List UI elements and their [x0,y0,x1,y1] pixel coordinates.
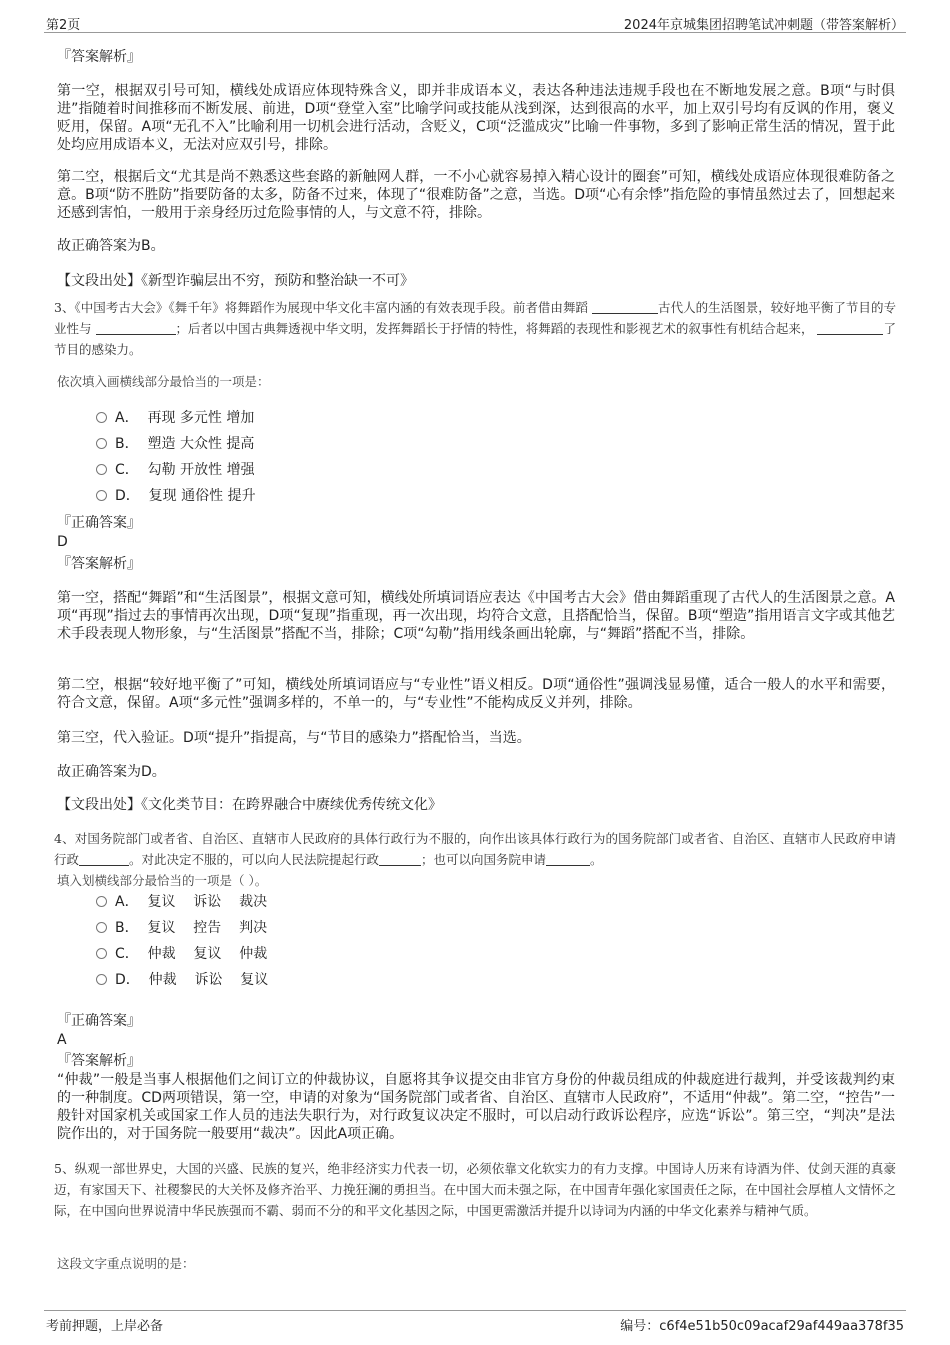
q3-correct-label: 『正确答案』 [57,515,141,531]
q4-stem-b: 。对此决定不服的，可以向人民法院提起行政 [129,852,380,867]
q4-option-a-label: A． 复议 诉讼 裁决 [115,894,268,910]
q4-stem [54,828,896,870]
q4-option-c-label: C． 仲裁 复议 仲裁 [115,946,268,962]
radio-icon[interactable] [96,948,107,959]
q3-option-a-label: A． 再现 多元性 增加 [115,410,255,426]
q3-analysis-p2: 第二空，根据“较好地平衡了”可知，横线处所填词语应与“专业性”语义相反。D项“通俗性”强调浅显易懂，适合一般人的水平和需要，符合文意，保留。A项“多元性”强调多样的，不单一的，与“专业性”不能构成反义并列，排除。 [57,677,895,711]
q3-stem-b: 古代人的生活图景，较好地平衡了节目的专业性与 [54,300,896,336]
q2-conclusion: 故正确答案为B。 [57,238,165,254]
q4-stem-a: 4、对国务院部门或者省、自治区、直辖市人民政府的具体行政行为不服的，向作出该具体行政行为的国务院部门或者省、自治区、直辖市人民政府申请行政 [54,831,896,867]
radio-icon[interactable] [96,412,107,423]
q5-stem: 5、纵观一部世界史，大国的兴盛、民族的复兴，绝非经济实力代表一切，必须依靠文化软实力的有力支撑。中国诗人历来有诗酒为伴、仗剑天涯的真豪迈，有家国天下、社稷黎民的大关怀及修齐治平、力挽狂澜的勇担当。在中国大而未强之际，在中国青年强化家国责任之际，在中国社会厚植人文情怀之际，在中国向世界说清中华民族强而不霸、弱而不分的和平文化基因之际，中国更需激活并提升以诗词为内涵的中华文化素养与精神气质。 [54,1161,896,1218]
q3-option-d[interactable] [96,486,256,506]
document-title: 2024年京城集团招聘笔试冲刺题（带答案解析） [623,18,904,33]
q3-blank-2 [96,322,176,335]
q4-analysis: “仲裁”一般是当事人根据他们之间订立的仲裁协议，自愿将其争议提交由非官方身份的仲裁员组成的仲裁庭进行裁判，并受该裁判约束的一种制度。CD两项错误，第一空，申请的对象为“国务院部门或者省、自治区、直辖市人民政府”，不适用“仲裁”。第二空，“控告”一般针对国家机关或国家工作人员的违法失职行为，对行政复议决定不服时，可以启动行政诉讼程序，应选“诉讼”。第三空，“判决”是法院作出的，对于国务院一般要用“裁决”。因此A项正确。 [57,1072,895,1142]
q4-stem-d: 。 [590,852,603,867]
radio-icon[interactable] [96,974,107,985]
q3-stem-c: ；后者以中国古典舞透视中华文明，发挥舞蹈长于抒情的特性，将舞蹈的表现性和影视艺术的叙事性有机结合起来， [175,321,814,336]
q2-analysis-p1: 第一空，根据双引号可知，横线处成语应体现特殊含义，即并非成语本义，表达各种违法违规手段也在不断地发展之意。B项“与时俱进”指随着时间推移而不断发展、前进，D项“登堂入室”比喻学问或技能从浅到深，达到很高的水平，加上双引号均有反讽的作用，褒义贬用，保留。A项“无孔不入”比喻利用一切机会进行活动，含贬义，C项“泛滥成灾”比喻一件事物，多到了影响正常生活的情况，置于此处均应用成语本义，无法对应双引号，排除。 [57,83,895,153]
q4-blank-2 [379,853,421,866]
q3-blank-1 [592,301,658,314]
q3-source: 【文段出处】《文化类节目：在跨界融合中赓续优秀传统文化》 [57,797,442,813]
q3-option-c[interactable] [96,460,255,480]
q4-stem-c: ；也可以向国务院申请 [421,852,547,867]
radio-icon[interactable] [96,464,107,475]
q3-option-b-label: B． 塑造 大众性 提高 [115,436,255,452]
q3-correct-answer: D [57,534,68,550]
q4-prompt: 填入划横线部分最恰当的一项是（ ）。 [57,873,268,888]
radio-icon[interactable] [96,490,107,501]
q3-option-d-label: D． 复现 通俗性 提升 [115,488,256,504]
page-header [44,12,906,33]
q3-option-b[interactable] [96,434,254,454]
q4-option-d[interactable] [96,970,268,990]
page-footer [44,1310,906,1334]
radio-icon[interactable] [96,896,107,907]
q4-blank-3 [546,853,590,866]
q3-stem [54,297,896,360]
radio-icon[interactable] [96,922,107,933]
q4-option-d-label: D． 仲裁 诉讼 复议 [115,972,269,988]
page-number: 第2页 [46,18,81,33]
q3-option-a[interactable] [96,408,254,428]
q3-analysis-p3: 第三空，代入验证。D项“提升”指提高，与“节目的感染力”搭配恰当，当选。 [57,730,531,746]
q2-source: 【文段出处】《新型诈骗层出不穷，预防和整治缺一不可》 [57,273,414,289]
q3-analysis-label: 『答案解析』 [57,556,141,572]
q2-analysis-p2: 第二空，根据后文“尤其是尚不熟悉这些套路的新触网人群，一不小心就容易掉入精心设计的圈套”可知，横线处成语应体现很难防备之意。B项“防不胜防”指要防备的太多，防备不过来，体现了“很难防备”之意，当选。D项“心有余悸”指危险的事情虽然过去了，回想起来还感到害怕，一般用于亲身经历过危险事情的人，与文意不符，排除。 [57,169,895,221]
q4-correct-label: 『正确答案』 [57,1013,141,1029]
q4-blank-1 [79,853,129,866]
q4-option-a[interactable] [96,892,267,912]
q4-analysis-label: 『答案解析』 [57,1053,141,1069]
q4-option-b[interactable] [96,918,267,938]
document-id: 编号：c6f4e51b50c09acaf29af449aa378f35 [620,1319,904,1334]
q3-stem-a: 3、《中国考古大会》《舞千年》将舞蹈作为展现中华文化丰富内涵的有效表现手段。前者借由舞蹈 [54,300,589,315]
q3-stem-d: 了节目的感染力。 [54,321,896,357]
q3-blank-3 [817,322,883,335]
q3-prompt: 依次填入画横线部分最恰当的一项是： [57,374,270,389]
q4-option-b-label: B． 复议 控告 判决 [115,920,268,936]
q3-conclusion: 故正确答案为D。 [57,764,166,780]
q3-option-c-label: C． 勾勒 开放性 增强 [115,462,255,478]
q3-analysis-p1: 第一空，搭配“舞蹈”和“生活图景”，根据文意可知，横线处所填词语应表达《中国考古大会》借由舞蹈重现了古代人的生活图景之意。A项“再现”指过去的事情再次出现，D项“复现”指重现，再一次出现，均符合文意，且搭配恰当，保留。B项“塑造”指用语言文字或其他艺术手段表现人物形象，与“生活图景”搭配不当，排除；C项“勾勒”指用线条画出轮廓，与“舞蹈”搭配不当，排除。 [57,590,895,642]
q4-correct-answer: A [57,1032,67,1048]
footer-slogan: 考前押题，上岸必备 [46,1319,164,1334]
q5-prompt: 这段文字重点说明的是： [57,1256,195,1271]
q4-option-c[interactable] [96,944,267,964]
radio-icon[interactable] [96,438,107,449]
q2-analysis-label: 『答案解析』 [57,49,141,65]
